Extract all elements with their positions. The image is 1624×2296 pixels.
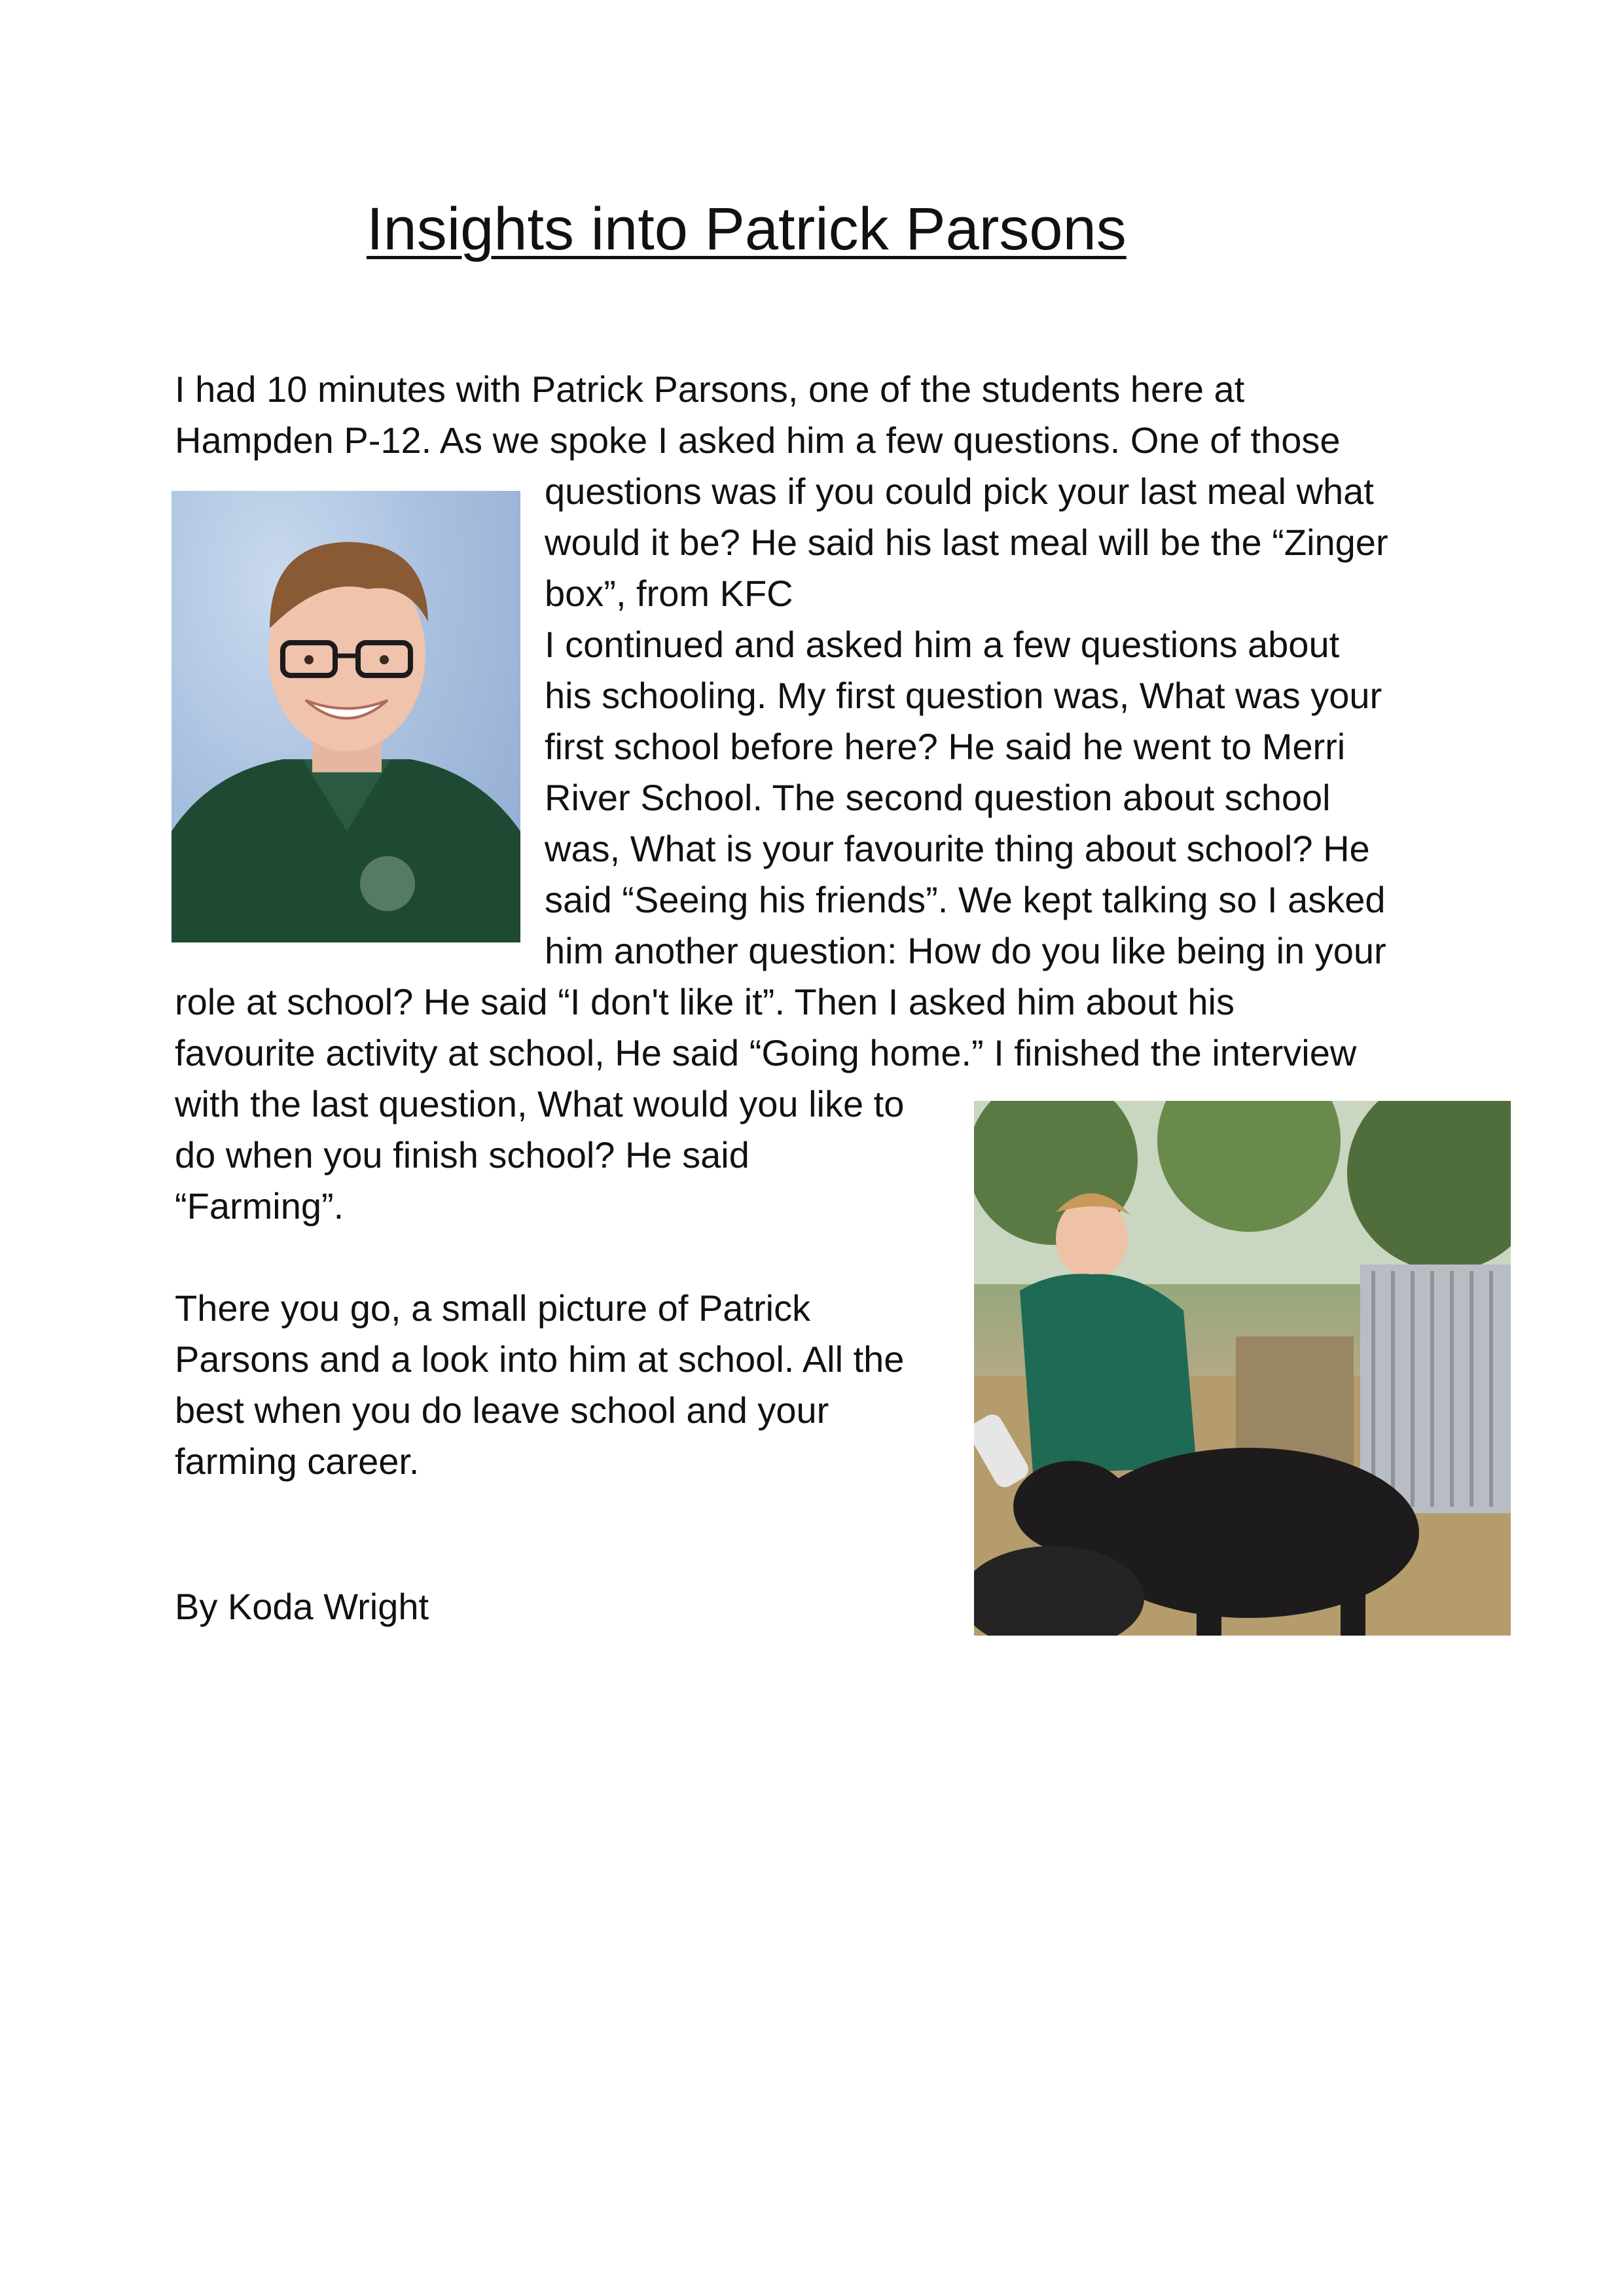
author-byline: By Koda Wright [175,1586,429,1627]
body-line-8: first school before here? He said he went to Merri [545,726,1346,767]
body-line-7: his schooling. My first question was, What was your [545,675,1382,716]
closing-line-1: There you go, a small picture of Patrick [175,1287,811,1329]
body-line-17: “Farming”. [175,1185,344,1227]
article-title: Insights into Patrick Parsons [367,196,1127,262]
closing-line-4: farming career. [175,1441,420,1482]
closing-line-3: best when you do leave school and your [175,1390,829,1431]
body-line-10: was, What is your favourite thing about school? He [545,828,1370,869]
body-line-4: would it be? He said his last meal will be the “Zinger [545,522,1388,563]
body-line-13: role at school? He said “I don't like it”. Then I asked him about his [175,981,1235,1022]
body-line-3: questions was if you could pick your last meal what [545,471,1374,512]
body-line-12: him another question: How do you like being in your [545,930,1386,971]
body-line-9: River School. The second question about school [545,777,1331,818]
body-line-16: do when you finish school? He said [175,1134,749,1175]
body-line-14: favourite activity at school, He said “Going home.” I finished the interview [175,1032,1357,1073]
body-line-15: with the last question, What would you like to [175,1083,905,1124]
body-line-2: Hampden P-12. As we spoke I asked him a few questions. One of those [175,420,1341,461]
farm-illustration [974,1101,1511,1636]
body-line-1: I had 10 minutes with Patrick Parsons, one of the students here at [175,368,1245,410]
body-line-11: said “Seeing his friends”. We kept talking so I asked [545,879,1386,920]
closing-line-2: Parsons and a look into him at school. All the [175,1338,905,1380]
body-line-5: box”, from KFC [545,573,793,614]
portrait-illustration [171,491,520,942]
student-feeding-calves-photo [974,1101,1511,1636]
student-portrait-photo [171,491,520,942]
body-line-6: I continued and asked him a few questions about [545,624,1340,665]
